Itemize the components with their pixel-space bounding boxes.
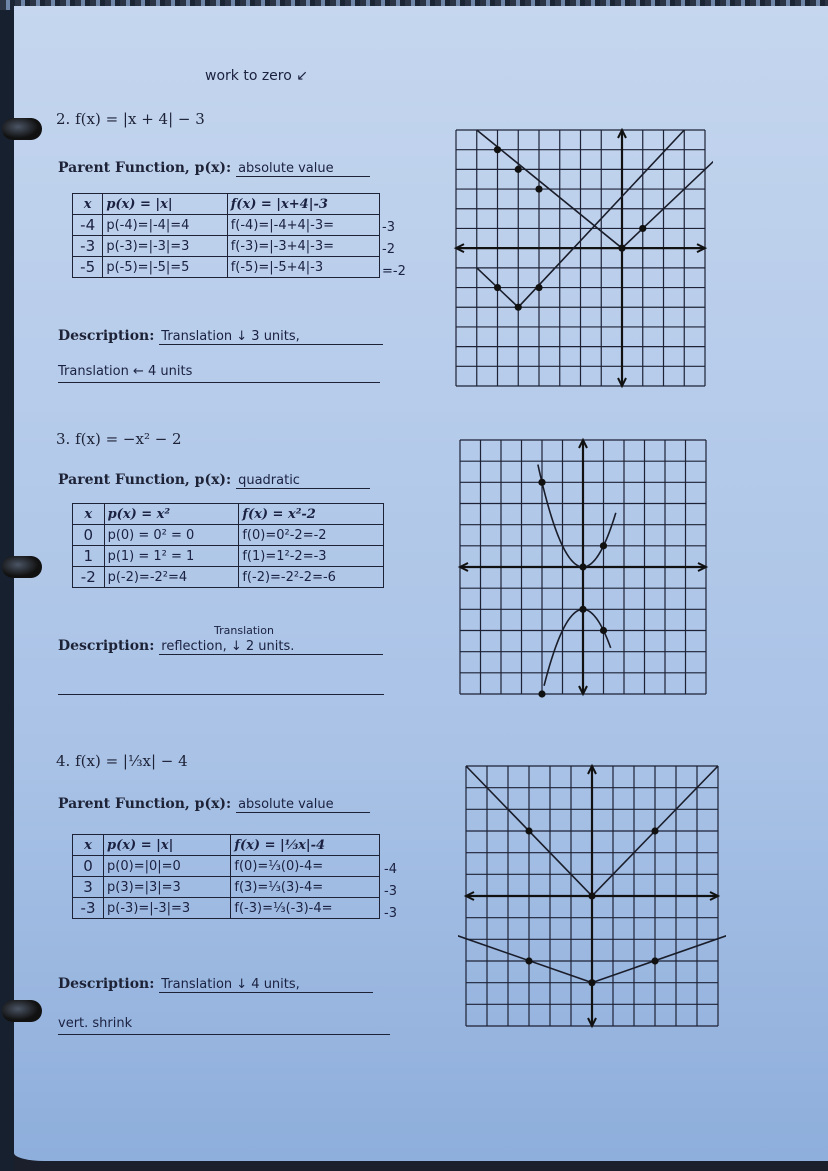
cell-x: -2: [73, 567, 105, 588]
problem-number: 3.: [56, 430, 71, 448]
graph-problem-3: [452, 432, 714, 702]
values-table: [72, 834, 380, 919]
cell-parent: p(3)=|3|=3: [104, 877, 231, 898]
problem-equation: f(x) = |⅓x| − 4: [75, 752, 188, 770]
cell-x: 3: [73, 877, 104, 898]
cell-parent: p(1) = 1² = 1: [104, 546, 239, 567]
header-parent: p(x) = |x|: [104, 835, 231, 856]
binder-ring-icon: [2, 118, 42, 140]
description-row: [58, 976, 373, 993]
table-row: [73, 567, 384, 588]
cell-x: -5: [73, 257, 103, 278]
cell-function: f(-3)=⅓(-3)-4=: [231, 898, 380, 919]
description-label: Description:: [58, 976, 155, 992]
problem-3-title: [56, 430, 182, 448]
table-row: [73, 215, 380, 236]
graph-problem-4: [458, 758, 726, 1034]
cell-parent: p(-3)=|-3|=3: [104, 898, 231, 919]
cell-function: f(0)=0²-2=-2: [239, 525, 384, 546]
description-row: [58, 328, 383, 345]
description-line-2: [58, 676, 384, 695]
side-answer: -3: [384, 906, 397, 921]
problem-4-title: [56, 752, 188, 770]
parent-function-label: Parent Function, p(x):: [58, 472, 232, 488]
header-parent: p(x) = |x|: [103, 194, 227, 215]
values-table: [72, 503, 384, 588]
handwritten-annotation: work to zero ↙: [205, 68, 308, 84]
graph-problem-2: [448, 122, 713, 394]
table-header-row: [73, 504, 384, 525]
cell-function: f(3)=⅓(3)-4=: [231, 877, 380, 898]
side-answer: -3: [382, 220, 395, 235]
table-row: [73, 877, 380, 898]
description-line-2: Translation ← 4 units: [58, 364, 380, 383]
table-row: [73, 525, 384, 546]
problem-equation: f(x) = −x² − 2: [75, 430, 182, 448]
parent-function-row: [58, 472, 370, 489]
header-function: f(x) = |⅓x|-4: [231, 835, 380, 856]
cell-x: 0: [73, 525, 105, 546]
cell-function: f(-5)=|-5+4|-3: [227, 257, 379, 278]
parent-function-answer: absolute value: [236, 161, 370, 177]
parent-function-label: Parent Function, p(x):: [58, 160, 232, 176]
cell-parent: p(-5)=|-5|=5: [103, 257, 227, 278]
cell-function: f(0)=⅓(0)-4=: [231, 856, 380, 877]
problem-number: 4.: [56, 752, 71, 770]
parent-function-row: [58, 160, 370, 177]
cell-parent: p(-3)=|-3|=3: [103, 236, 227, 257]
parent-function-answer: absolute value: [236, 797, 370, 813]
header-parent: p(x) = x²: [104, 504, 239, 525]
cell-x: 1: [73, 546, 105, 567]
table-header-row: [73, 835, 380, 856]
binder-edge: [0, 0, 14, 1171]
header-x: x: [73, 194, 103, 215]
parent-function-row: [58, 796, 370, 813]
header-function: f(x) = x²-2: [239, 504, 384, 525]
cell-parent: p(-2)=-2²=4: [104, 567, 239, 588]
header-x: x: [73, 835, 104, 856]
header-function: f(x) = |x+4|-3: [227, 194, 379, 215]
cell-x: -3: [73, 236, 103, 257]
side-answer: -4: [384, 862, 397, 877]
description-answer: reflection, ↓ 2 units.: [159, 639, 383, 655]
table-row: [73, 898, 380, 919]
cell-function: f(1)=1²-2=-3: [239, 546, 384, 567]
cell-parent: p(0) = 0² = 0: [104, 525, 239, 546]
values-table: [72, 193, 380, 278]
table-row: [73, 856, 380, 877]
cell-function: f(-4)=|-4+4|-3=: [227, 215, 379, 236]
description-label: Description:: [58, 328, 155, 344]
side-answer: -3: [384, 884, 397, 899]
table-row: [73, 257, 380, 278]
problem-equation: f(x) = |x + 4| − 3: [75, 110, 205, 128]
cell-x: -4: [73, 215, 103, 236]
binder-ring-icon: [2, 556, 42, 578]
cell-parent: p(0)=|0|=0: [104, 856, 231, 877]
cell-x: 0: [73, 856, 104, 877]
description-answer: Translation ↓ 3 units,: [159, 329, 383, 345]
header-x: x: [73, 504, 105, 525]
description-answer: Translation ↓ 4 units,: [159, 977, 373, 993]
description-label: Description:: [58, 638, 155, 654]
side-answer: =-2: [382, 264, 406, 279]
side-answer: -2: [382, 242, 395, 257]
description-line-2: vert. shrink: [58, 1016, 390, 1035]
cell-function: f(-2)=-2²-2=-6: [239, 567, 384, 588]
description-row: [58, 638, 383, 655]
binder-ring-icon: [2, 1000, 42, 1022]
problem-number: 2.: [56, 110, 71, 128]
cell-parent: p(-4)=|-4|=4: [103, 215, 227, 236]
parent-function-answer: quadratic: [236, 473, 370, 489]
cell-function: f(-3)=|-3+4|-3=: [227, 236, 379, 257]
table-row: [73, 236, 380, 257]
table-row: [73, 546, 384, 567]
description-note: Translation: [214, 624, 274, 637]
problem-2-title: [56, 110, 205, 128]
table-header-row: [73, 194, 380, 215]
cell-x: -3: [73, 898, 104, 919]
parent-function-label: Parent Function, p(x):: [58, 796, 232, 812]
